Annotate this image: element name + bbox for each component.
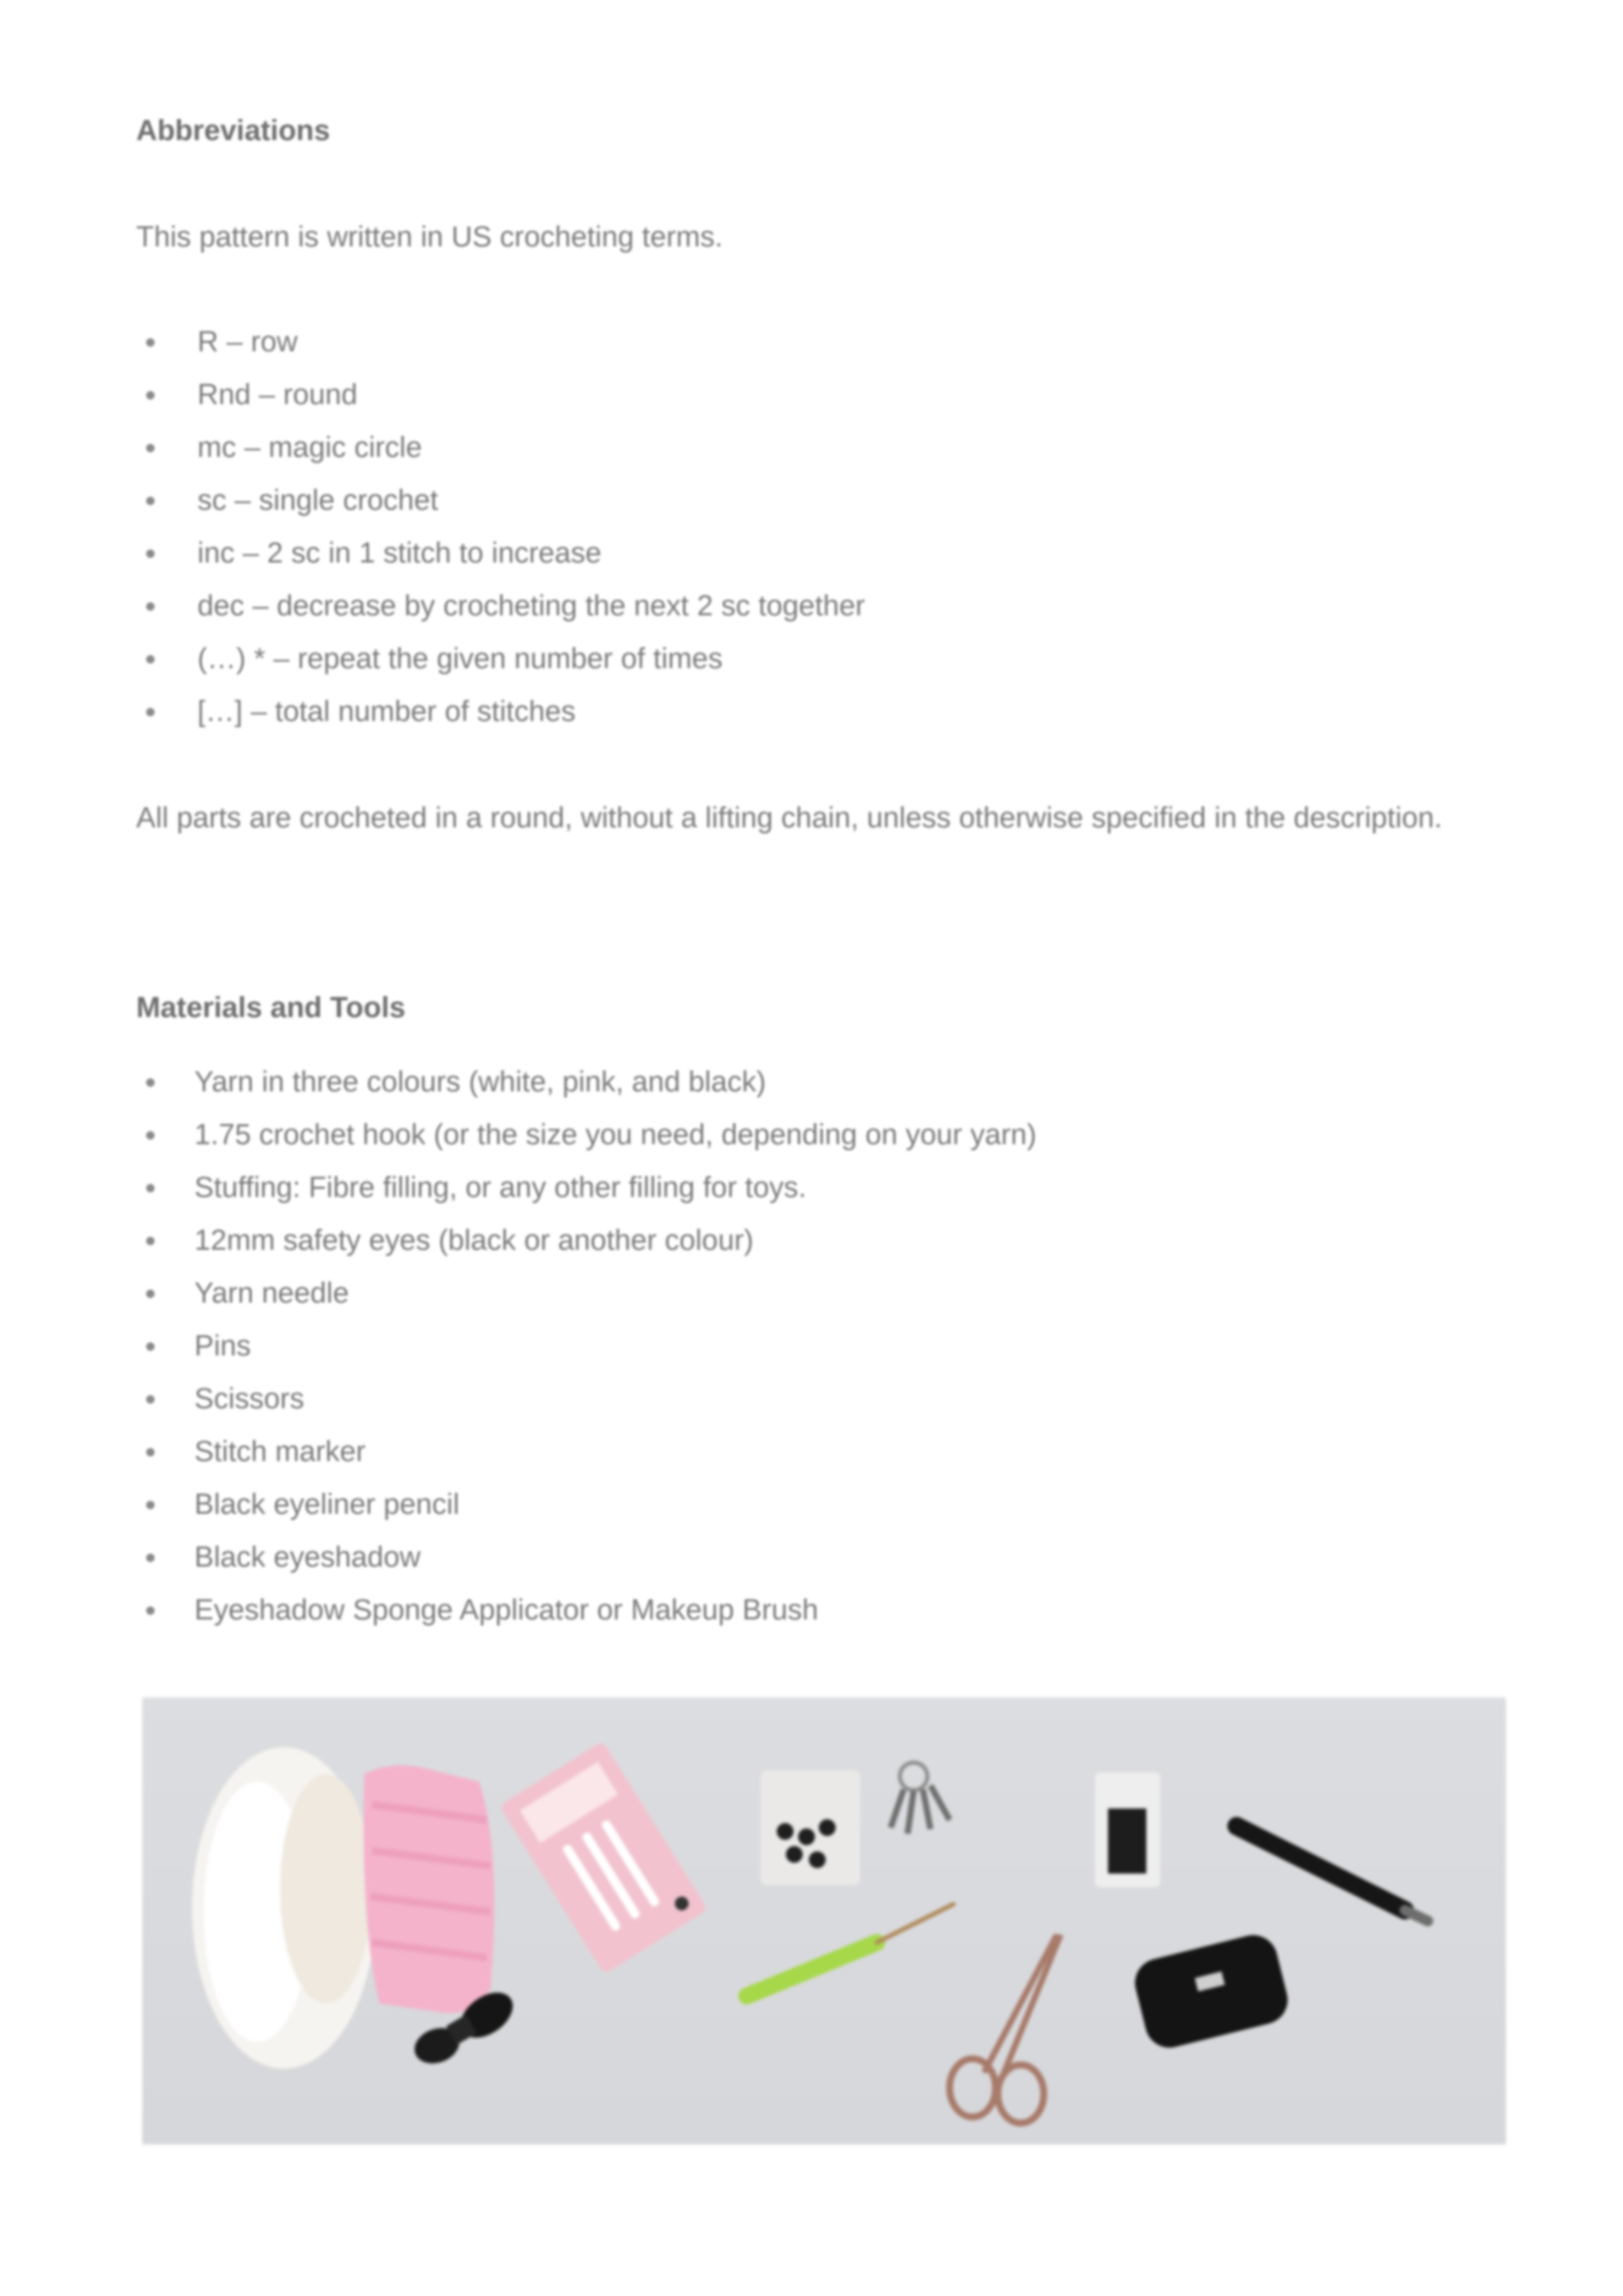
materials-photo [142,1698,1506,2144]
bullet-icon [146,550,155,558]
yarn-needles-package [499,1741,708,1975]
bullet-icon [146,1501,155,1509]
safety-eyes-bag [761,1770,860,1885]
materials-photo-illustration [142,1698,1506,2144]
eyeshadow-compact [1130,1930,1293,2053]
document-page: Abbreviations This pattern is written in US crocheting terms. R – row Rnd – round mc – magic circle sc – single crochet inc – 2 sc in 1 stitch to increase dec – decrease by crocheting the next 2 sc together (…) * – repeat the given number of times […] – total number of stitches All parts are crocheted in a round, without a lifting chain, unless otherwise specified in the description. Materials and Tools Yarn in three colours (white, pink, and black) 1.75 crochet hook (or the size you need, depending on your yarn) Stuffing: Fibre filling, or any other filling for toys. 12mm safety eyes (black or another colour) Yarn needle Pins Scissors Stitch marker Black eyeliner pencil Black eyeshadow Eyeshadow Sponge Applicator or Makeup Brush [0,0,1623,2296]
bullet-icon [146,497,155,505]
scissors [950,1935,1061,2123]
crochet-hook [747,1904,953,1996]
bullet-icon [146,391,155,400]
bullet-icon [146,655,155,664]
bullet-icon [146,1131,155,1140]
pink-yarn-ball [363,1766,494,2013]
bullet-icon [146,708,155,716]
bullet-icon [146,1237,155,1245]
bullet-icon [146,1342,155,1351]
bullet-icon [146,338,155,347]
abbreviations-heading: Abbreviations [136,115,331,147]
materials-heading: Materials and Tools [136,992,406,1024]
bullet-icon [146,1184,155,1192]
bullet-icon [146,1606,155,1615]
white-yarn-ball [192,1747,376,2069]
bullet-icon [146,1395,155,1404]
bullet-icon [146,1448,155,1456]
crochet-note-paragraph: All parts are crocheted in a round, without a lifting chain, unless otherwise specified in the description. [136,802,1442,834]
abbreviations-intro: This pattern is written in US crocheting terms. [136,221,723,253]
bullet-icon [146,1290,155,1298]
bullet-icon [146,444,155,452]
bullet-icon [146,602,155,611]
bullet-icon [146,1078,155,1087]
eyeliner-pencil [1237,1826,1428,1921]
eyeshadow-applicator-pack [1095,1773,1160,1887]
stitch-marker-ring [891,1763,950,1834]
bullet-icon [146,1554,155,1562]
